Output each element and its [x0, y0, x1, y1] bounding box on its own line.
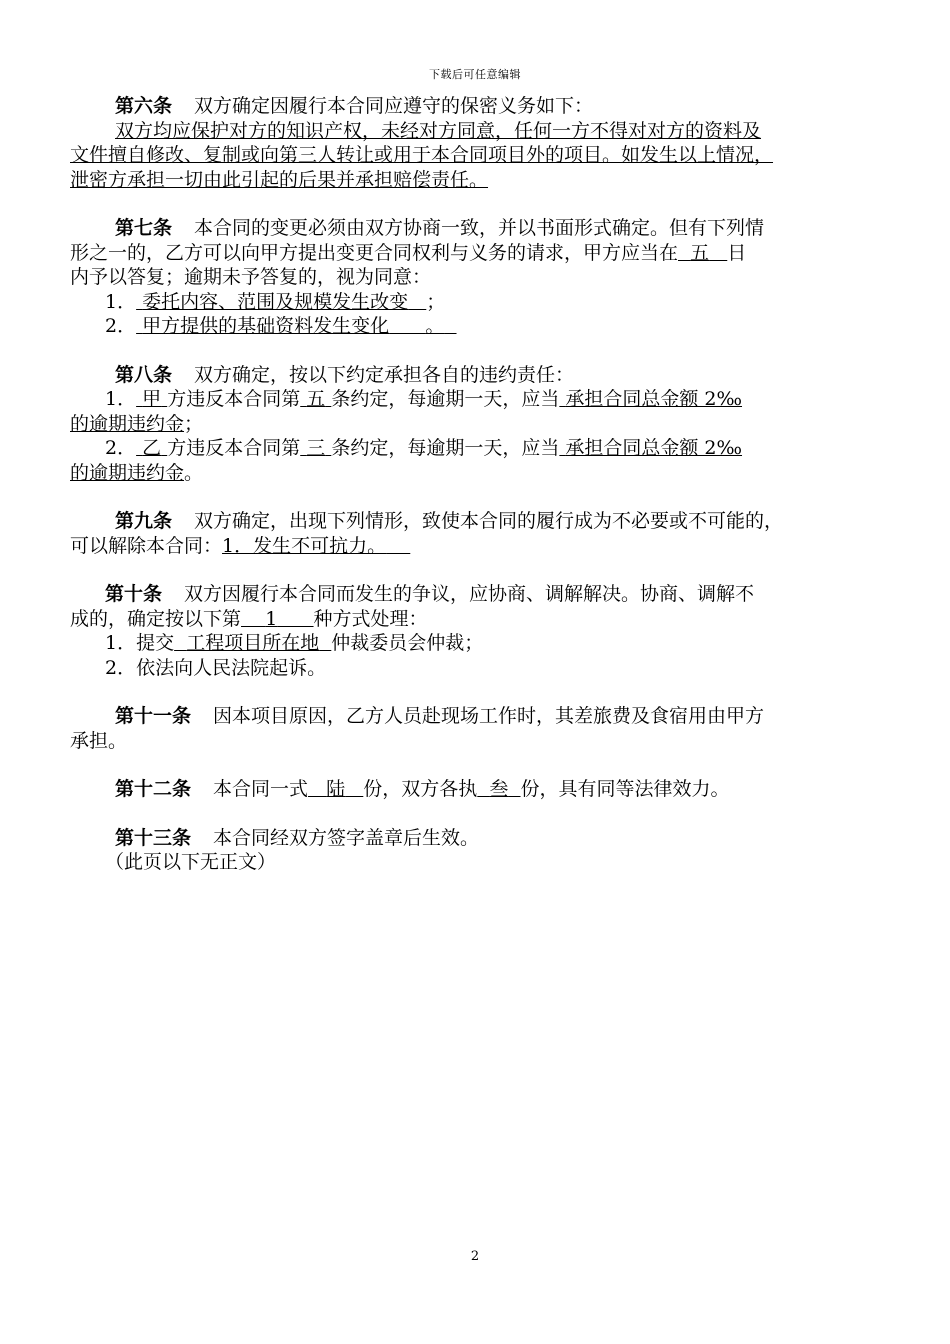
article-6-intro: 第六条 双方确定因履行本合同应遵守的保密义务如下：: [115, 95, 594, 117]
article-6-line1: 双方均应保护对方的知识产权，未经对方同意，任何一方不得对对方的资料及: [115, 119, 762, 142]
article-13: 第十三条 本合同经双方签字盖章后生效。: [115, 826, 480, 849]
article-8-item1: 1． 甲 方违反本合同第 五 条约定，每逾期一天，应当 承担合同总金额 2‰: [105, 388, 743, 410]
article-10-title: 第十条: [105, 583, 163, 605]
article-10-line1: 第十条 双方因履行本合同而发生的争议，应协商、调解解决。协商、调解不: [105, 583, 755, 605]
article-12-title: 第十二条: [115, 778, 192, 800]
article-8-intro: 第八条 双方确定，按以下约定承担各自的违约责任：: [115, 363, 575, 386]
page-number: 2: [470, 1249, 480, 1264]
article-9-line1: 第九条 双方确定，出现下列情形，致使本合同的履行成为不必要或不可能的，: [115, 510, 784, 532]
article-8-item2-cont: 的逾期违约金。: [70, 461, 204, 484]
article-10-line2: 成的，确定按以下第 1 种方式处理：: [70, 607, 428, 630]
article-6-line3: 泄密方承担一切由此引起的后果并承担赔偿责任。: [70, 168, 489, 191]
article-8-title: 第八条: [115, 363, 173, 386]
page-header: 下载后可任意编辑: [429, 68, 521, 81]
article-7-line3: 内予以答复；逾期未予答复的，视为同意：: [70, 266, 432, 288]
article-6-title: 第六条: [115, 95, 173, 117]
article-7-item1: 1． 委托内容、范围及规模发生改变 ；: [105, 290, 446, 313]
no-more-text-note: （此页以下无正文）: [105, 851, 277, 873]
article-9-line2: 可以解除本合同：1．发生不可抗力。: [70, 534, 387, 557]
article-10-item2: 2．依法向人民法院起诉。: [105, 656, 327, 679]
article-13-title: 第十三条: [115, 826, 192, 849]
article-7-line2: 形之一的，乙方可以向甲方提出变更合同权利与义务的请求，甲方应当在 五 日: [70, 241, 747, 264]
article-8-item2: 2． 乙 方违反本合同第 三 条约定，每逾期一天，应当 承担合同总金额 2‰: [105, 437, 743, 459]
article-8-item1-cont: 的逾期违约金；: [70, 412, 204, 435]
article-7-title: 第七条: [115, 217, 173, 239]
reply-days: 五: [690, 241, 710, 264]
contract-body: [70, 94, 890, 875]
article-11-line2: 承担。: [70, 729, 128, 752]
article-7-line1: 第七条 本合同的变更必须由双方协商一致，并以书面形式确定。但有下列情: [115, 217, 765, 239]
article-9-title: 第九条: [115, 510, 173, 532]
article-10-item1: 1．提交 工程项目所在地 仲裁委员会仲裁；: [105, 632, 484, 654]
article-6-line2: 文件擅自修改、复制或向第三人转让或用于本合同项目外的项目。如发生以上情况，: [70, 144, 774, 166]
article-11-line1: 第十一条 因本项目原因，乙方人员赴现场工作时，其差旅费及食宿用由甲方: [115, 705, 765, 727]
article-7-item2: 2． 甲方提供的基础资料发生变化 。: [105, 315, 445, 337]
article-12: 第十二条 本合同一式 陆 份，双方各执 叁 份，具有同等法律效力。: [115, 778, 730, 800]
article-11-title: 第十一条: [115, 705, 192, 727]
